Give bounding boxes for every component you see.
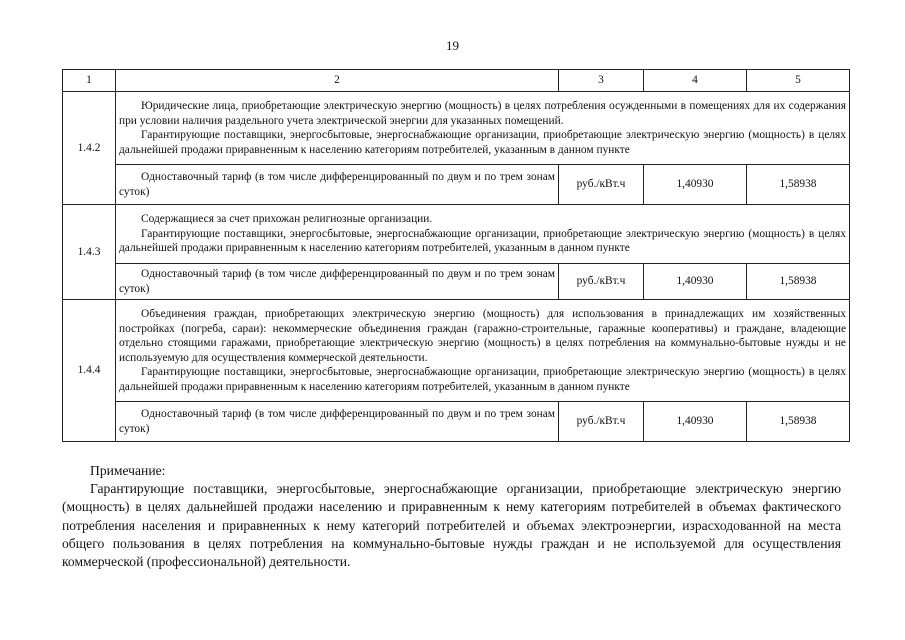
- description-paragraph: Гарантирующие поставщики, энергосбытовые, энергоснабжающие организации, приобретающие электрическую энергию (мощность) в целях дальнейшей продажи приравненным к населению категориям потребителей, указанным в данном пункте: [119, 366, 846, 393]
- column-header: 4: [644, 70, 747, 92]
- table-row: [63, 165, 850, 205]
- tariff-value-col4: 1,40930: [644, 165, 747, 205]
- description-paragraph: Содержащиеся за счет прихожан религиозные организации.: [141, 213, 433, 226]
- consumer-description: [116, 205, 850, 264]
- column-header: 5: [747, 70, 850, 92]
- tariff-value-col4: 1,40930: [644, 402, 747, 442]
- table-row: [63, 264, 850, 300]
- table-row: [63, 205, 850, 264]
- description-paragraph: Объединения граждан, приобретающих электрическую энергию (мощность) для использования в принадлежащих им хозяйственных постройках (погреба, сараи): некоммерческие объединения граждан (гаражно-строительные, гаражные кооперативы) и граждане, владеющие отдельно стоящими гаражами, приобретающие электрическую энергию (мощность) в целях потребления на коммунально-бытовые нужды и не используемую для осуществления коммерческой деятельности.: [119, 308, 846, 364]
- tariff-unit: руб./кВт.ч: [559, 402, 644, 442]
- column-header: 2: [116, 70, 559, 92]
- tariff-unit: руб./кВт.ч: [559, 165, 644, 205]
- note-body: Гарантирующие поставщики, энергосбытовые, энергоснабжающие организации, приобретающие электрическую энергию (мощность) в целях дальнейшей продажи населению и приравненным к нему категориям потребителей в объемах фактического потребления населения и приравненных к нему категорий потребителей и объемах электроэнергии, израсходованной на места общего пользования в целях потребления на коммунально-бытовые нужды граждан и не используемой для осуществления коммерческой (профессиональной) деятельности.: [62, 481, 841, 570]
- tariff-table: [62, 69, 850, 442]
- tariff-value-col5: 1,58938: [747, 165, 850, 205]
- table-row: [63, 402, 850, 442]
- description-paragraph: Юридические лица, приобретающие электрическую энергию (мощность) в целях потребления осужденными в помещениях для их содержания при условии наличия раздельного учета электрической энергии для указанных помещений.: [119, 100, 846, 127]
- table-header-row: [63, 70, 850, 92]
- row-code: 1.4.3: [63, 205, 116, 300]
- row-code: 1.4.2: [63, 92, 116, 205]
- note-section: [62, 462, 841, 571]
- page-number: 19: [446, 38, 459, 53]
- description-paragraph: Гарантирующие поставщики, энергосбытовые, энергоснабжающие организации, приобретающие электрическую энергию (мощность) в целях дальнейшей продажи приравненным к населению категориям потребителей, указанным в данном пункте: [119, 227, 846, 255]
- tariff-unit: руб./кВт.ч: [559, 264, 644, 300]
- tariff-value-col5: 1,58938: [747, 264, 850, 300]
- tariff-label: Одноставочный тариф (в том числе дифференцированный по двум и по трем зонам суток): [116, 264, 559, 300]
- column-header: 3: [559, 70, 644, 92]
- tariff-label: Одноставочный тариф (в том числе дифференцированный по двум и по трем зонам суток): [116, 402, 559, 442]
- description-paragraph: Гарантирующие поставщики, энергосбытовые, энергоснабжающие организации, приобретающие электрическую энергию (мощность) в целях дальнейшей продажи приравненным к населению категориям потребителей, указанным в данном пункте: [119, 129, 846, 156]
- note-title: Примечание:: [90, 463, 166, 478]
- table-row: [63, 300, 850, 402]
- table-row: [63, 92, 850, 165]
- tariff-value-col5: 1,58938: [747, 402, 850, 442]
- tariff-label: Одноставочный тариф (в том числе дифференцированный по двум и по трем зонам суток): [116, 165, 559, 205]
- consumer-description: [116, 92, 850, 165]
- consumer-description: [116, 300, 850, 402]
- tariff-value-col4: 1,40930: [644, 264, 747, 300]
- row-code: 1.4.4: [63, 300, 116, 442]
- column-header: 1: [63, 70, 116, 92]
